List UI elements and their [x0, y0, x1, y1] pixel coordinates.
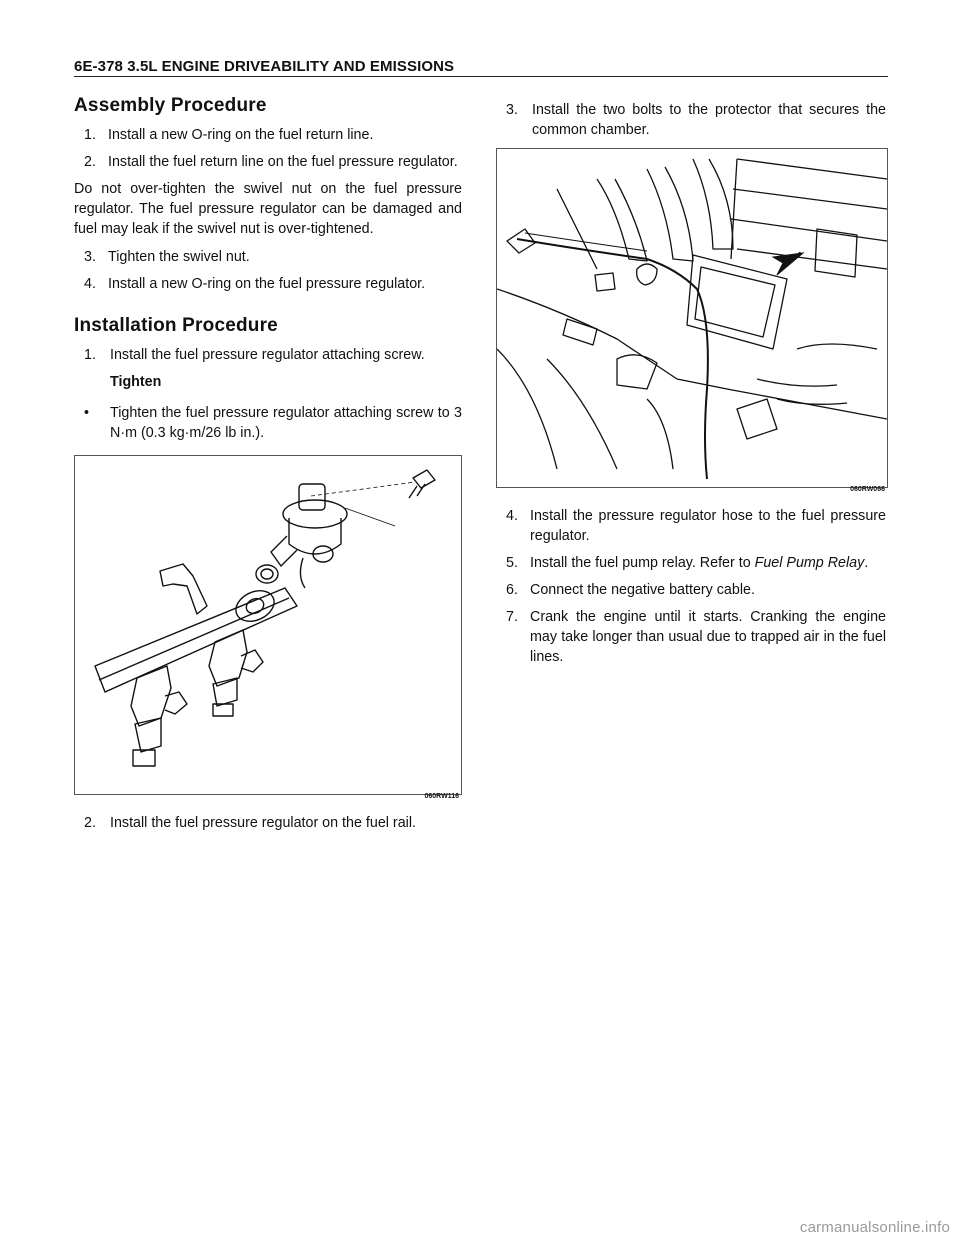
bullet-text: Tighten the fuel pressure regulator attaching screw to 3 N·m (0.3 kg·m/26 lb in.).: [110, 405, 462, 441]
assembly-step-3: [74, 247, 462, 267]
watermark: carmanualsonline.info: [799, 1219, 950, 1236]
step-number: 1.: [84, 127, 96, 143]
step-number: 3.: [84, 249, 96, 265]
step-text: Install a new O-ring on the fuel pressure regulator.: [108, 276, 426, 292]
step-text: [530, 553, 886, 573]
step-text: Install the fuel pressure regulator attaching screw.: [110, 347, 425, 363]
step-number: 6.: [506, 582, 518, 598]
fuel-pump-relay-reference: Fuel Pump Relay: [754, 555, 865, 571]
installation-step-7: [496, 607, 886, 667]
common-chamber-protector-figure: [496, 148, 888, 493]
step-number: 4.: [506, 508, 518, 524]
step-text: Connect the negative battery cable.: [530, 582, 755, 598]
bullet-mark: •: [84, 405, 90, 421]
step-number: 2.: [84, 815, 96, 831]
installation-heading: Installation Procedure: [74, 315, 278, 336]
left-column: [74, 96, 462, 840]
step-text: Install the two bolts to the protector that secures the common chamber.: [532, 102, 886, 138]
torque-bullet: [84, 403, 462, 443]
assembly-step-4: [74, 274, 462, 294]
step-text-after: .: [864, 555, 869, 571]
assembly-step-2: [74, 152, 462, 172]
step-text: Crank the engine until it starts. Cranking the engine may take longer than usual due to trapped air in the fuel lines.: [530, 609, 886, 665]
right-column: [496, 100, 886, 674]
figure-code: 060RW066: [850, 486, 885, 493]
assembly-heading: Assembly Procedure: [74, 95, 267, 116]
page-header: 6E-378 3.5L ENGINE DRIVEABILITY AND EMISSIONS: [74, 58, 888, 77]
installation-step-6: [496, 580, 886, 600]
step-number: 5.: [506, 555, 518, 571]
step-number: 4.: [84, 276, 96, 292]
installation-step-2: [74, 813, 462, 833]
step-number: 7.: [506, 609, 518, 625]
protector-bolts-illustration: [497, 149, 887, 487]
step-text: Install the fuel pressure regulator on the fuel rail.: [110, 815, 416, 831]
step-number: 1.: [84, 347, 96, 363]
installation-step-3: [496, 100, 886, 140]
step-text: Install the fuel return line on the fuel pressure regulator.: [108, 154, 458, 170]
assembly-step-1: [74, 125, 462, 145]
step-text: Install the pressure regulator hose to the fuel pressure regulator.: [530, 508, 886, 544]
fuel-rail-regulator-figure: [74, 455, 462, 800]
step-number: 2.: [84, 154, 96, 170]
step-text: Install a new O-ring on the fuel return line.: [108, 127, 374, 143]
installation-step-4: [496, 506, 886, 546]
step-text: Tighten the swivel nut.: [108, 249, 250, 265]
step-number: 3.: [506, 102, 518, 118]
step-text-before: Install the fuel pump relay. Refer to: [530, 555, 755, 571]
figure-code: 060RW116: [424, 793, 459, 800]
fuel-rail-illustration: [75, 456, 461, 794]
tighten-label: Tighten: [110, 374, 162, 390]
installation-step-5: [496, 553, 886, 573]
installation-step-1: [74, 345, 462, 365]
caution-note: Do not over-tighten the swivel nut on the fuel pressure regulator. The fuel pressure regulator can be damaged and fuel may leak if the swivel nut is over-tightened.: [74, 181, 462, 237]
